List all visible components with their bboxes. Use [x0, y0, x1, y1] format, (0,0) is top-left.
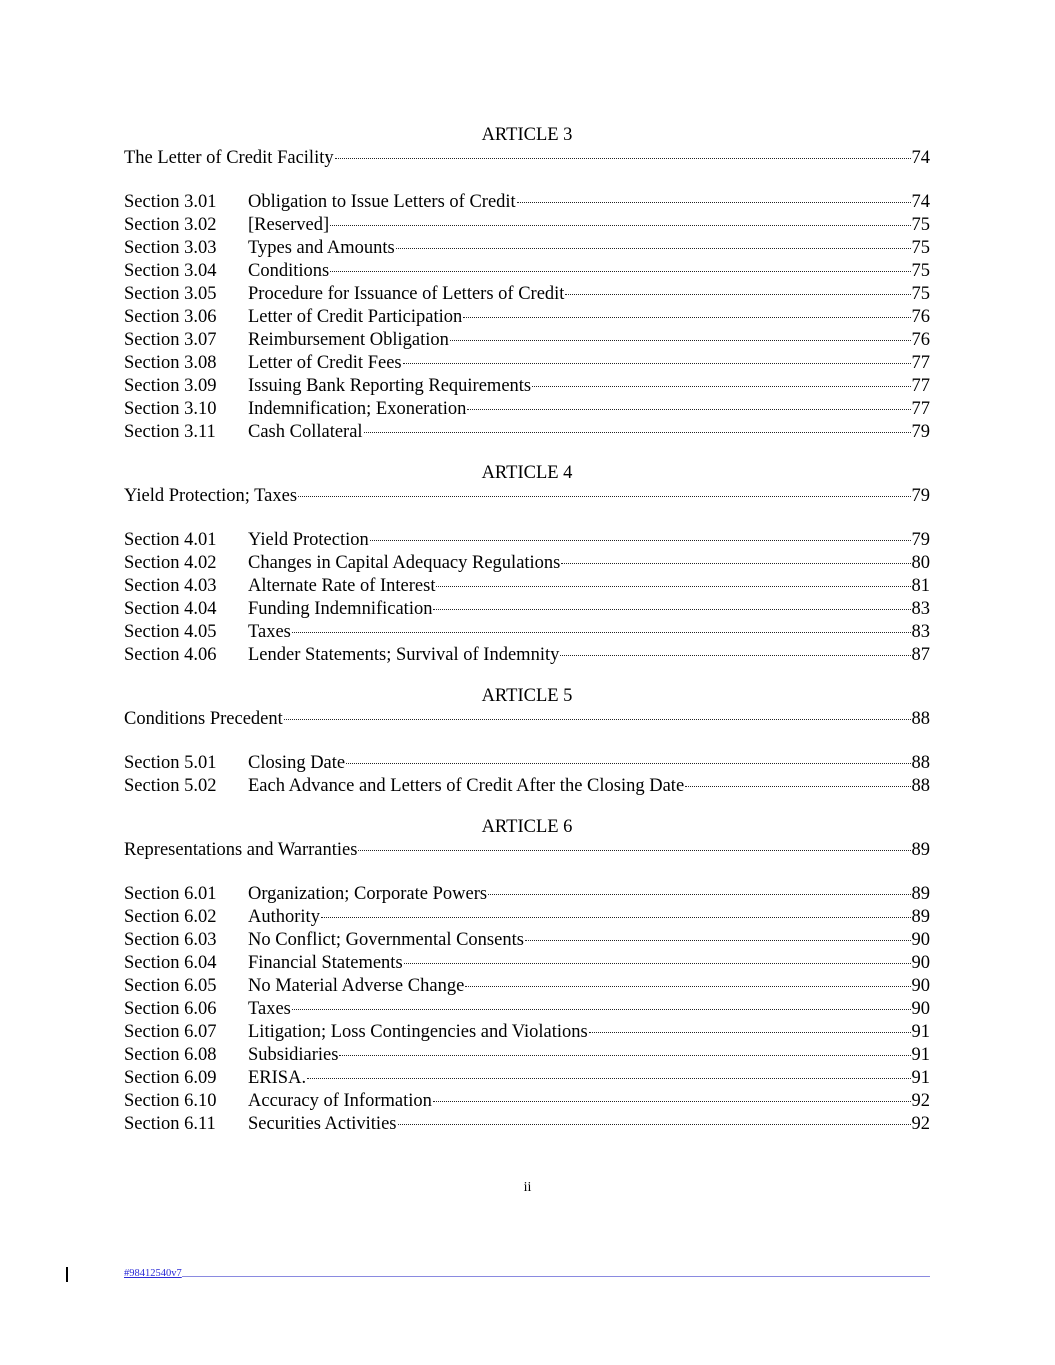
section-number: Section 3.01 — [124, 192, 217, 212]
section-number: Section 6.06 — [124, 999, 217, 1019]
section-title: Changes in Capital Adequacy Regulations — [248, 553, 561, 573]
dot-leader — [561, 563, 910, 564]
section-number: Section 3.02 — [124, 215, 217, 235]
dot-leader — [398, 1124, 911, 1125]
dot-leader — [307, 1078, 910, 1079]
dot-leader — [404, 963, 911, 964]
section-page-number: 90 — [911, 930, 930, 950]
article-page-number: 88 — [911, 709, 930, 729]
section-number: Section 4.06 — [124, 645, 217, 665]
article-block — [124, 684, 930, 798]
toc-section-entry[interactable] — [124, 1090, 930, 1113]
toc-section-entry[interactable] — [124, 329, 930, 352]
toc-section-entry[interactable] — [124, 214, 930, 237]
section-title: Indemnification; Exoneration — [248, 399, 467, 419]
section-title: Reimbursement Obligation — [248, 330, 449, 350]
section-page-number: 89 — [911, 907, 930, 927]
section-number: Section 3.09 — [124, 376, 217, 396]
toc-section-entry[interactable] — [124, 375, 930, 398]
dot-leader — [292, 632, 911, 633]
section-page-number: 83 — [911, 599, 930, 619]
section-page-number: 76 — [911, 307, 930, 327]
section-title: ERISA. — [248, 1068, 307, 1088]
toc-section-entry[interactable] — [124, 260, 930, 283]
section-number: Section 6.04 — [124, 953, 217, 973]
page-number: ii — [523, 1180, 532, 1195]
section-title: Conditions — [248, 261, 330, 281]
section-title: No Conflict; Governmental Consents — [248, 930, 524, 950]
toc-section-entry[interactable] — [124, 598, 930, 621]
dot-leader — [292, 1009, 911, 1010]
toc-section-entry[interactable] — [124, 906, 930, 929]
section-number: Section 6.01 — [124, 884, 217, 904]
section-title: Organization; Corporate Powers — [248, 884, 488, 904]
toc-section-entry[interactable] — [124, 529, 930, 552]
section-title: Funding Indemnification — [248, 599, 433, 619]
dot-leader — [433, 1101, 911, 1102]
section-number: Section 5.01 — [124, 753, 217, 773]
section-number: Section 6.08 — [124, 1045, 217, 1065]
toc-section-entry[interactable] — [124, 929, 930, 952]
dot-leader — [589, 1032, 911, 1033]
toc-section-entry[interactable] — [124, 283, 930, 306]
section-number: Section 4.05 — [124, 622, 217, 642]
section-title: Subsidiaries — [248, 1045, 339, 1065]
section-page-number: 79 — [911, 422, 930, 442]
section-page-number: 91 — [911, 1045, 930, 1065]
toc-section-entry[interactable] — [124, 1113, 930, 1136]
section-page-number: 83 — [911, 622, 930, 642]
section-number: Section 4.02 — [124, 553, 217, 573]
toc-section-entry[interactable] — [124, 421, 930, 444]
section-page-number: 88 — [911, 753, 930, 773]
section-number: Section 3.10 — [124, 399, 217, 419]
toc-section-entry[interactable] — [124, 352, 930, 375]
section-page-number: 91 — [911, 1068, 930, 1088]
section-number: Section 6.02 — [124, 907, 217, 927]
section-title: Financial Statements — [248, 953, 403, 973]
toc-section-entry[interactable] — [124, 552, 930, 575]
section-number: Section 3.04 — [124, 261, 217, 281]
toc-section-entry[interactable] — [124, 1021, 930, 1044]
section-title: Letter of Credit Fees — [248, 353, 402, 373]
dot-leader — [488, 894, 910, 895]
section-page-number: 76 — [911, 330, 930, 350]
article-heading: ARTICLE 3 — [481, 125, 573, 145]
section-title: Authority — [248, 907, 320, 927]
section-number: Section 4.01 — [124, 530, 217, 550]
section-page-number: 87 — [911, 645, 930, 665]
section-number: Section 4.04 — [124, 599, 217, 619]
section-title: Obligation to Issue Letters of Credit — [248, 192, 516, 212]
section-page-number: 75 — [911, 284, 930, 304]
dot-leader — [298, 496, 910, 497]
section-title: Securities Activities — [248, 1114, 397, 1134]
section-title: Letter of Credit Participation — [248, 307, 463, 327]
section-number: Section 5.02 — [124, 776, 217, 796]
toc-section-entry[interactable] — [124, 621, 930, 644]
section-page-number: 77 — [911, 353, 930, 373]
section-page-number: 79 — [911, 530, 930, 550]
section-page-number: 88 — [911, 776, 930, 796]
section-page-number: 74 — [911, 192, 930, 212]
section-number: Section 4.03 — [124, 576, 217, 596]
dot-leader — [358, 850, 910, 851]
article-title: Representations and Warranties — [124, 840, 358, 860]
toc-section-entry[interactable] — [124, 644, 930, 667]
article-title: Conditions Precedent — [124, 709, 283, 729]
dot-leader — [396, 248, 911, 249]
dot-leader — [433, 609, 910, 610]
dot-leader — [330, 225, 910, 226]
dot-leader — [525, 940, 911, 941]
section-page-number: 90 — [911, 953, 930, 973]
section-page-number: 80 — [911, 553, 930, 573]
section-page-number: 75 — [911, 261, 930, 281]
dot-leader — [517, 202, 911, 203]
section-title: Closing Date — [248, 753, 346, 773]
toc-section-entry[interactable] — [124, 883, 930, 906]
section-page-number: 92 — [911, 1091, 930, 1111]
dot-leader — [465, 986, 910, 987]
section-title: Taxes — [248, 999, 291, 1019]
toc-section-entry[interactable] — [124, 1067, 930, 1090]
article-title: Yield Protection; Taxes — [124, 486, 298, 506]
article-title-entry[interactable] — [124, 147, 930, 170]
toc-section-entry[interactable] — [124, 398, 930, 421]
toc-section-entry[interactable] — [124, 752, 930, 775]
document-id-link[interactable]: #98412540v7 — [124, 1268, 182, 1279]
section-page-number: 75 — [911, 238, 930, 258]
table-of-contents — [124, 123, 930, 1136]
toc-section-entry[interactable] — [124, 775, 930, 798]
dot-leader — [450, 340, 911, 341]
article-heading: ARTICLE 6 — [481, 817, 573, 837]
section-title: [Reserved] — [248, 215, 330, 235]
section-title: Cash Collateral — [248, 422, 363, 442]
section-page-number: 92 — [911, 1114, 930, 1134]
toc-section-entry[interactable] — [124, 975, 930, 998]
dot-leader — [463, 317, 910, 318]
dot-leader — [284, 719, 911, 720]
section-title: Each Advance and Letters of Credit After the Closing Date — [248, 776, 685, 796]
dot-leader — [370, 540, 911, 541]
dot-leader — [339, 1055, 910, 1056]
article-title-entry[interactable] — [124, 839, 930, 862]
section-number: Section 3.06 — [124, 307, 217, 327]
toc-section-entry[interactable] — [124, 191, 930, 214]
dot-leader — [346, 763, 910, 764]
article-page-number: 89 — [911, 840, 930, 860]
section-page-number: 77 — [911, 399, 930, 419]
section-number: Section 6.10 — [124, 1091, 217, 1111]
article-block — [124, 123, 930, 444]
section-title: Types and Amounts — [248, 238, 395, 258]
section-title: Procedure for Issuance of Letters of Credit — [248, 284, 565, 304]
section-number: Section 6.05 — [124, 976, 217, 996]
article-heading: ARTICLE 5 — [481, 686, 573, 706]
article-block — [124, 815, 930, 1136]
section-title: Yield Protection — [248, 530, 369, 550]
dot-leader — [436, 586, 910, 587]
article-heading: ARTICLE 4 — [481, 463, 573, 483]
dot-leader — [364, 432, 911, 433]
section-number: Section 6.07 — [124, 1022, 217, 1042]
dot-leader — [335, 158, 911, 159]
section-number: Section 6.09 — [124, 1068, 217, 1088]
dot-leader — [560, 655, 910, 656]
article-title-entry[interactable] — [124, 708, 930, 731]
toc-section-entry[interactable] — [124, 575, 930, 598]
section-title: Litigation; Loss Contingencies and Violations — [248, 1022, 588, 1042]
section-title: Taxes — [248, 622, 291, 642]
dot-leader — [467, 409, 910, 410]
section-page-number: 89 — [911, 884, 930, 904]
dot-leader — [321, 917, 911, 918]
dot-leader — [532, 386, 910, 387]
footer-rule — [182, 1276, 930, 1277]
toc-section-entry[interactable] — [124, 237, 930, 260]
section-number: Section 3.07 — [124, 330, 217, 350]
section-number: Section 6.03 — [124, 930, 217, 950]
article-title: The Letter of Credit Facility — [124, 148, 334, 168]
section-page-number: 75 — [911, 215, 930, 235]
section-title: Issuing Bank Reporting Requirements — [248, 376, 532, 396]
section-page-number: 81 — [911, 576, 930, 596]
article-block — [124, 461, 930, 667]
section-number: Section 3.08 — [124, 353, 217, 373]
section-page-number: 77 — [911, 376, 930, 396]
section-page-number: 90 — [911, 999, 930, 1019]
article-title-entry[interactable] — [124, 485, 930, 508]
toc-section-entry[interactable] — [124, 952, 930, 975]
article-page-number: 74 — [911, 148, 930, 168]
section-number: Section 3.05 — [124, 284, 217, 304]
dot-leader — [330, 271, 910, 272]
section-title: Lender Statements; Survival of Indemnity — [248, 645, 560, 665]
dot-leader — [403, 363, 911, 364]
section-page-number: 90 — [911, 976, 930, 996]
toc-section-entry[interactable] — [124, 306, 930, 329]
section-number: Section 6.11 — [124, 1114, 216, 1134]
dot-leader — [565, 294, 910, 295]
dot-leader — [685, 786, 910, 787]
section-title: No Material Adverse Change — [248, 976, 465, 996]
change-bar — [66, 1267, 68, 1282]
document-id-footer — [124, 1268, 930, 1279]
toc-section-entry[interactable] — [124, 1044, 930, 1067]
section-page-number: 91 — [911, 1022, 930, 1042]
section-number: Section 3.03 — [124, 238, 217, 258]
section-number: Section 3.11 — [124, 422, 216, 442]
section-title: Alternate Rate of Interest — [248, 576, 436, 596]
article-page-number: 79 — [911, 486, 930, 506]
toc-section-entry[interactable] — [124, 998, 930, 1021]
section-title: Accuracy of Information — [248, 1091, 432, 1111]
